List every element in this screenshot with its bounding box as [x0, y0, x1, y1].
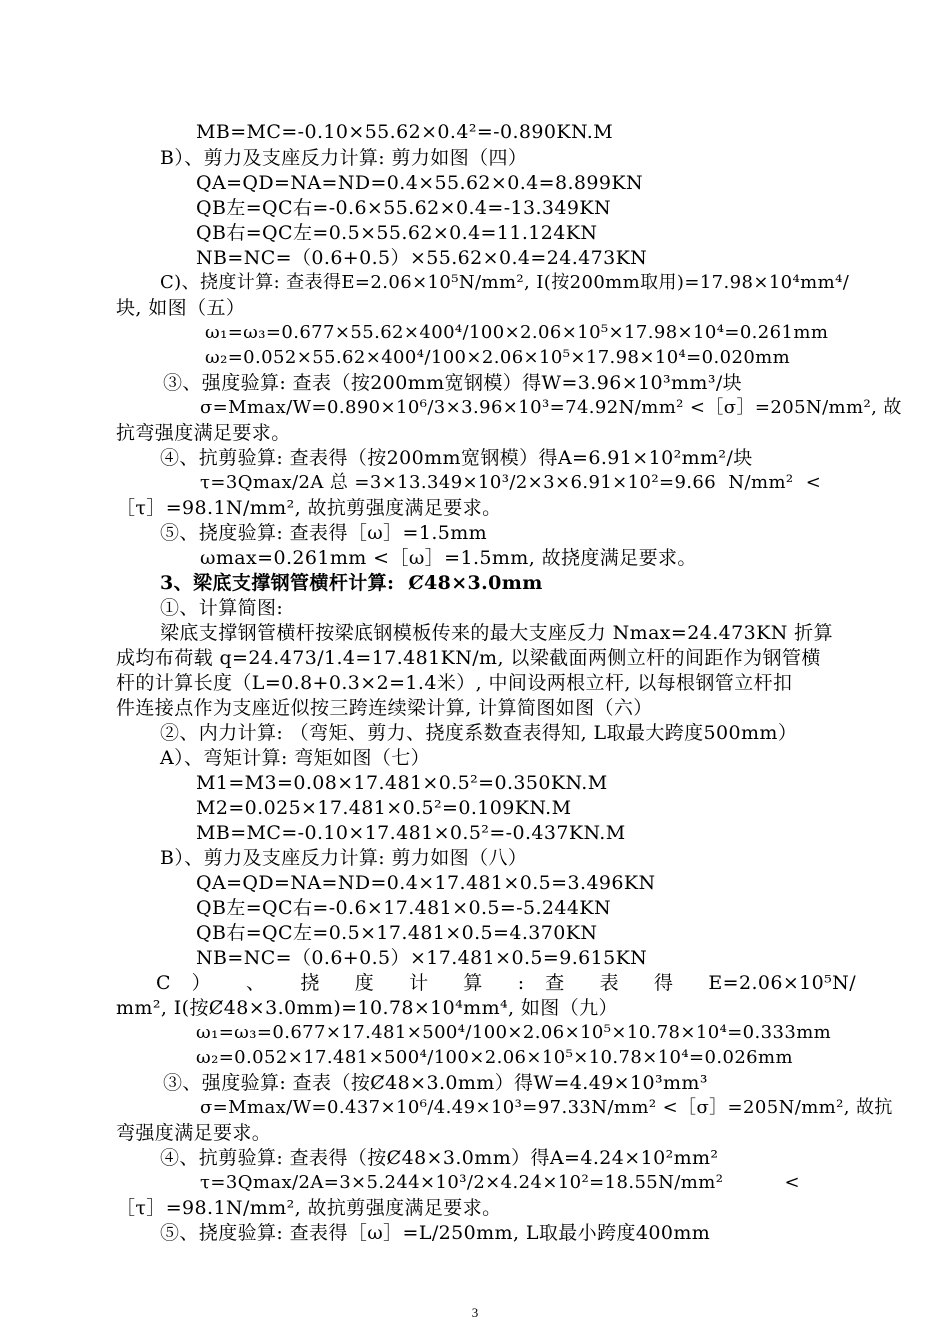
section-heading: ⑤、挠度验算: 查表得［ω］=1.5mm [160, 522, 488, 544]
formula-line: σ=Mmax/W=0.890×10⁶/3×3.96×10³=74.92N/mm² <［σ］=205N/mm², 故 [200, 397, 902, 418]
text-line: 弯强度满足要求。 [116, 1122, 272, 1144]
formula-line: τ=3Qmax/2A 总 =3×13.349×10³/2×3×6.91×10²=9.66 N/mm² < [200, 472, 822, 493]
text-line: QA=QD=NA=ND=0.4×55.62×0.4=8.899KN [196, 172, 643, 194]
text-line: C ） 、 挠 度 计 算 : 查 表 得 E=2.06×10⁵N/ [156, 972, 856, 994]
text-line: ［τ］=98.1N/mm², 故抗剪强度满足要求。 [116, 497, 502, 519]
section-heading: B）、剪力及支座反力计算: 剪力如图（八） [160, 847, 528, 869]
formula-line: QB左=QC右=-0.6×17.481×0.5=-5.244KN [196, 897, 612, 919]
formula-line: QB右=QC左=0.5×17.481×0.5=4.370KN [196, 922, 598, 944]
section-heading: ④、抗剪验算: 查表得（按Ȼ48×3.0mm）得A=4.24×10²mm² [160, 1147, 719, 1169]
text-line: ωmax=0.261mm <［ω］=1.5mm, 故挠度满足要求。 [200, 547, 697, 569]
paragraph-line: 成均布荷载 q=24.473/1.4=17.481KN/m, 以梁截面两侧立杆的间距作为钢管横 [116, 647, 821, 669]
section-heading: ⑤、挠度验算: 查表得［ω］=L/250mm, L取最小跨度400mm [160, 1222, 711, 1244]
formula-line: ω₁=ω₃=0.677×17.481×500⁴/100×2.06×10⁵×10.78×10⁴=0.333mm [196, 1022, 832, 1043]
formula-line: M1=M3=0.08×17.481×0.5²=0.350KN.M [196, 772, 608, 794]
formula-line: MB=MC=-0.10×17.481×0.5²=-0.437KN.M [196, 822, 626, 844]
section-heading: ③、强度验算: 查表（按200mm宽钢模）得W=3.96×10³mm³/块 [163, 372, 743, 394]
formula-line: ω₂=0.052×17.481×500⁴/100×2.06×10⁵×10.78×10⁴=0.026mm [196, 1047, 793, 1068]
formula-line: M2=0.025×17.481×0.5²=0.109KN.M [196, 797, 572, 819]
section-heading: ①、计算简图: [160, 597, 284, 619]
text-line: mm², I(按Ȼ48×3.0mm)=10.78×10⁴mm⁴, 如图（九） [116, 997, 618, 1019]
section-heading: ④、抗剪验算: 查表得（按200mm宽钢模）得A=6.91×10²mm²/块 [160, 447, 753, 469]
paragraph-line: 杆的计算长度（L=0.8+0.3×2=1.4米）, 中间设两根立杆, 以每根钢管立杆扣 [116, 672, 793, 694]
text-line: C)、挠度计算: 查表得E=2.06×10⁵N/mm², I(按200mm取用)=17.98×10⁴mm⁴/ [160, 272, 850, 293]
text-line: 抗弯强度满足要求。 [116, 422, 291, 444]
page-number: 3 [471, 1305, 479, 1320]
formula-line: τ=3Qmax/2A=3×5.244×10³/2×4.24×10²=18.55N/mm² < [200, 1172, 801, 1193]
formula-line: ω₁=ω₃=0.677×55.62×400⁴/100×2.06×10⁵×17.98×10⁴=0.261mm [205, 322, 829, 343]
paragraph-line: 件连接点作为支座近似按三跨连续梁计算, 计算简图如图（六） [116, 697, 653, 719]
paragraph-line: 梁底支撑钢管横杆按梁底钢模板传来的最大支座反力 Nmax=24.473KN 折算 [160, 622, 833, 644]
section-heading: A）、弯矩计算: 弯矩如图（七） [160, 747, 431, 769]
text-line: NB=NC=（0.6+0.5）×55.62×0.4=24.473KN [196, 247, 648, 269]
section-heading: ③、强度验算: 查表（按Ȼ48×3.0mm）得W=4.49×10³mm³ [163, 1072, 708, 1094]
section-title: 3、梁底支撑钢管横杆计算: Ȼ48×3.0mm [160, 572, 543, 594]
formula-line: ω₂=0.052×55.62×400⁴/100×2.06×10⁵×17.98×10⁴=0.020mm [205, 347, 791, 368]
text-line: 块, 如图（五） [116, 297, 246, 319]
formula-line: QA=QD=NA=ND=0.4×17.481×0.5=3.496KN [196, 872, 656, 894]
text-line: MB=MC=-0.10×55.62×0.4²=-0.890KN.M [196, 121, 614, 143]
text-line: ［τ］=98.1N/mm², 故抗剪强度满足要求。 [116, 1197, 502, 1219]
section-heading: ②、内力计算: （弯矩、剪力、挠度系数查表得知, L取最大跨度500mm） [160, 722, 798, 744]
text-line: QB右=QC左=0.5×55.62×0.4=11.124KN [196, 222, 598, 244]
section-heading: B）、剪力及支座反力计算: 剪力如图（四） [160, 147, 528, 169]
formula-line: NB=NC=（0.6+0.5）×17.481×0.5=9.615KN [196, 947, 648, 969]
formula-line: σ=Mmax/W=0.437×10⁶/4.49×10³=97.33N/mm² <［σ］=205N/mm², 故抗 [200, 1097, 893, 1118]
text-line: QB左=QC右=-0.6×55.62×0.4=-13.349KN [196, 197, 612, 219]
